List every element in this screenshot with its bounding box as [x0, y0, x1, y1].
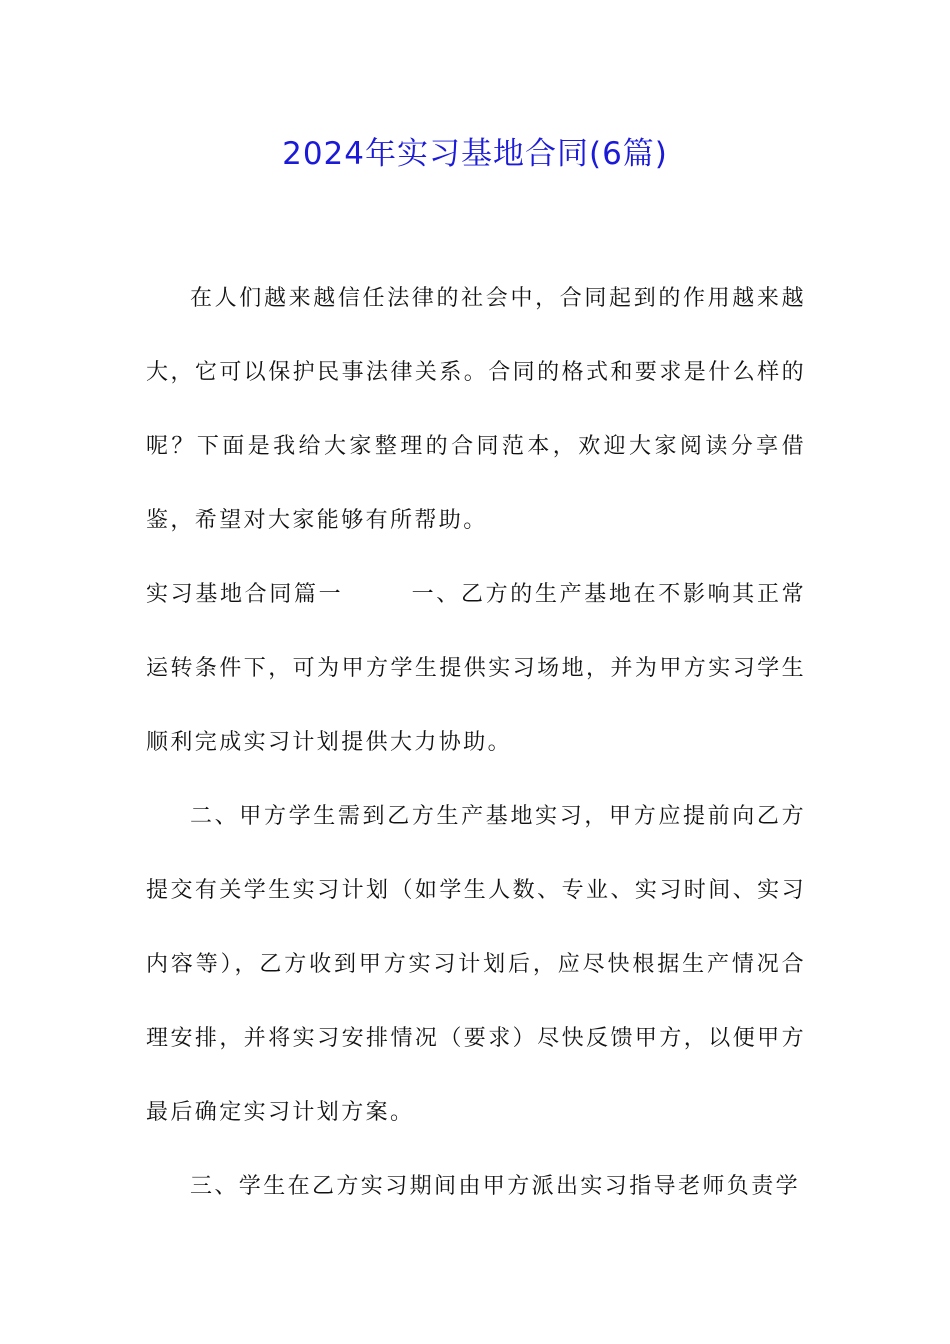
intro-paragraph: 在人们越来越信任法律的社会中，合同起到的作用越来越大，它可以保护民事法律关系。合同的格式和要求是什么样的呢？下面是我给大家整理的合同范本，欢迎大家阅读分享借鉴，希望对大家能够有所帮助。	[146, 286, 806, 533]
document-title: 2024年实习基地合同(6篇)	[282, 136, 668, 172]
clause-2: 二、甲方学生需到乙方生产基地实习，甲方应提前向乙方提交有关学生实习计划（如学生人数、专业、实习时间、实习内容等），乙方收到甲方实习计划后，应尽快根据生产情况合理安排，并将实习安排情况（要求）尽快反馈甲方，以便甲方最后确定实习计划方案。	[146, 804, 806, 1125]
document-body	[146, 262, 806, 1224]
clause-3: 三、学生在乙方实习期间由甲方派出实习指导老师负责学	[190, 1174, 801, 1199]
section-paragraph	[146, 558, 806, 780]
section-heading: 实习基地合同篇一	[146, 582, 344, 607]
clause-1: 一、乙方的生产基地在不影响其正常运转条件下，可为甲方学生提供实习场地，并为甲方实习学生顺利完成实习计划提供大力协助。	[146, 582, 807, 755]
